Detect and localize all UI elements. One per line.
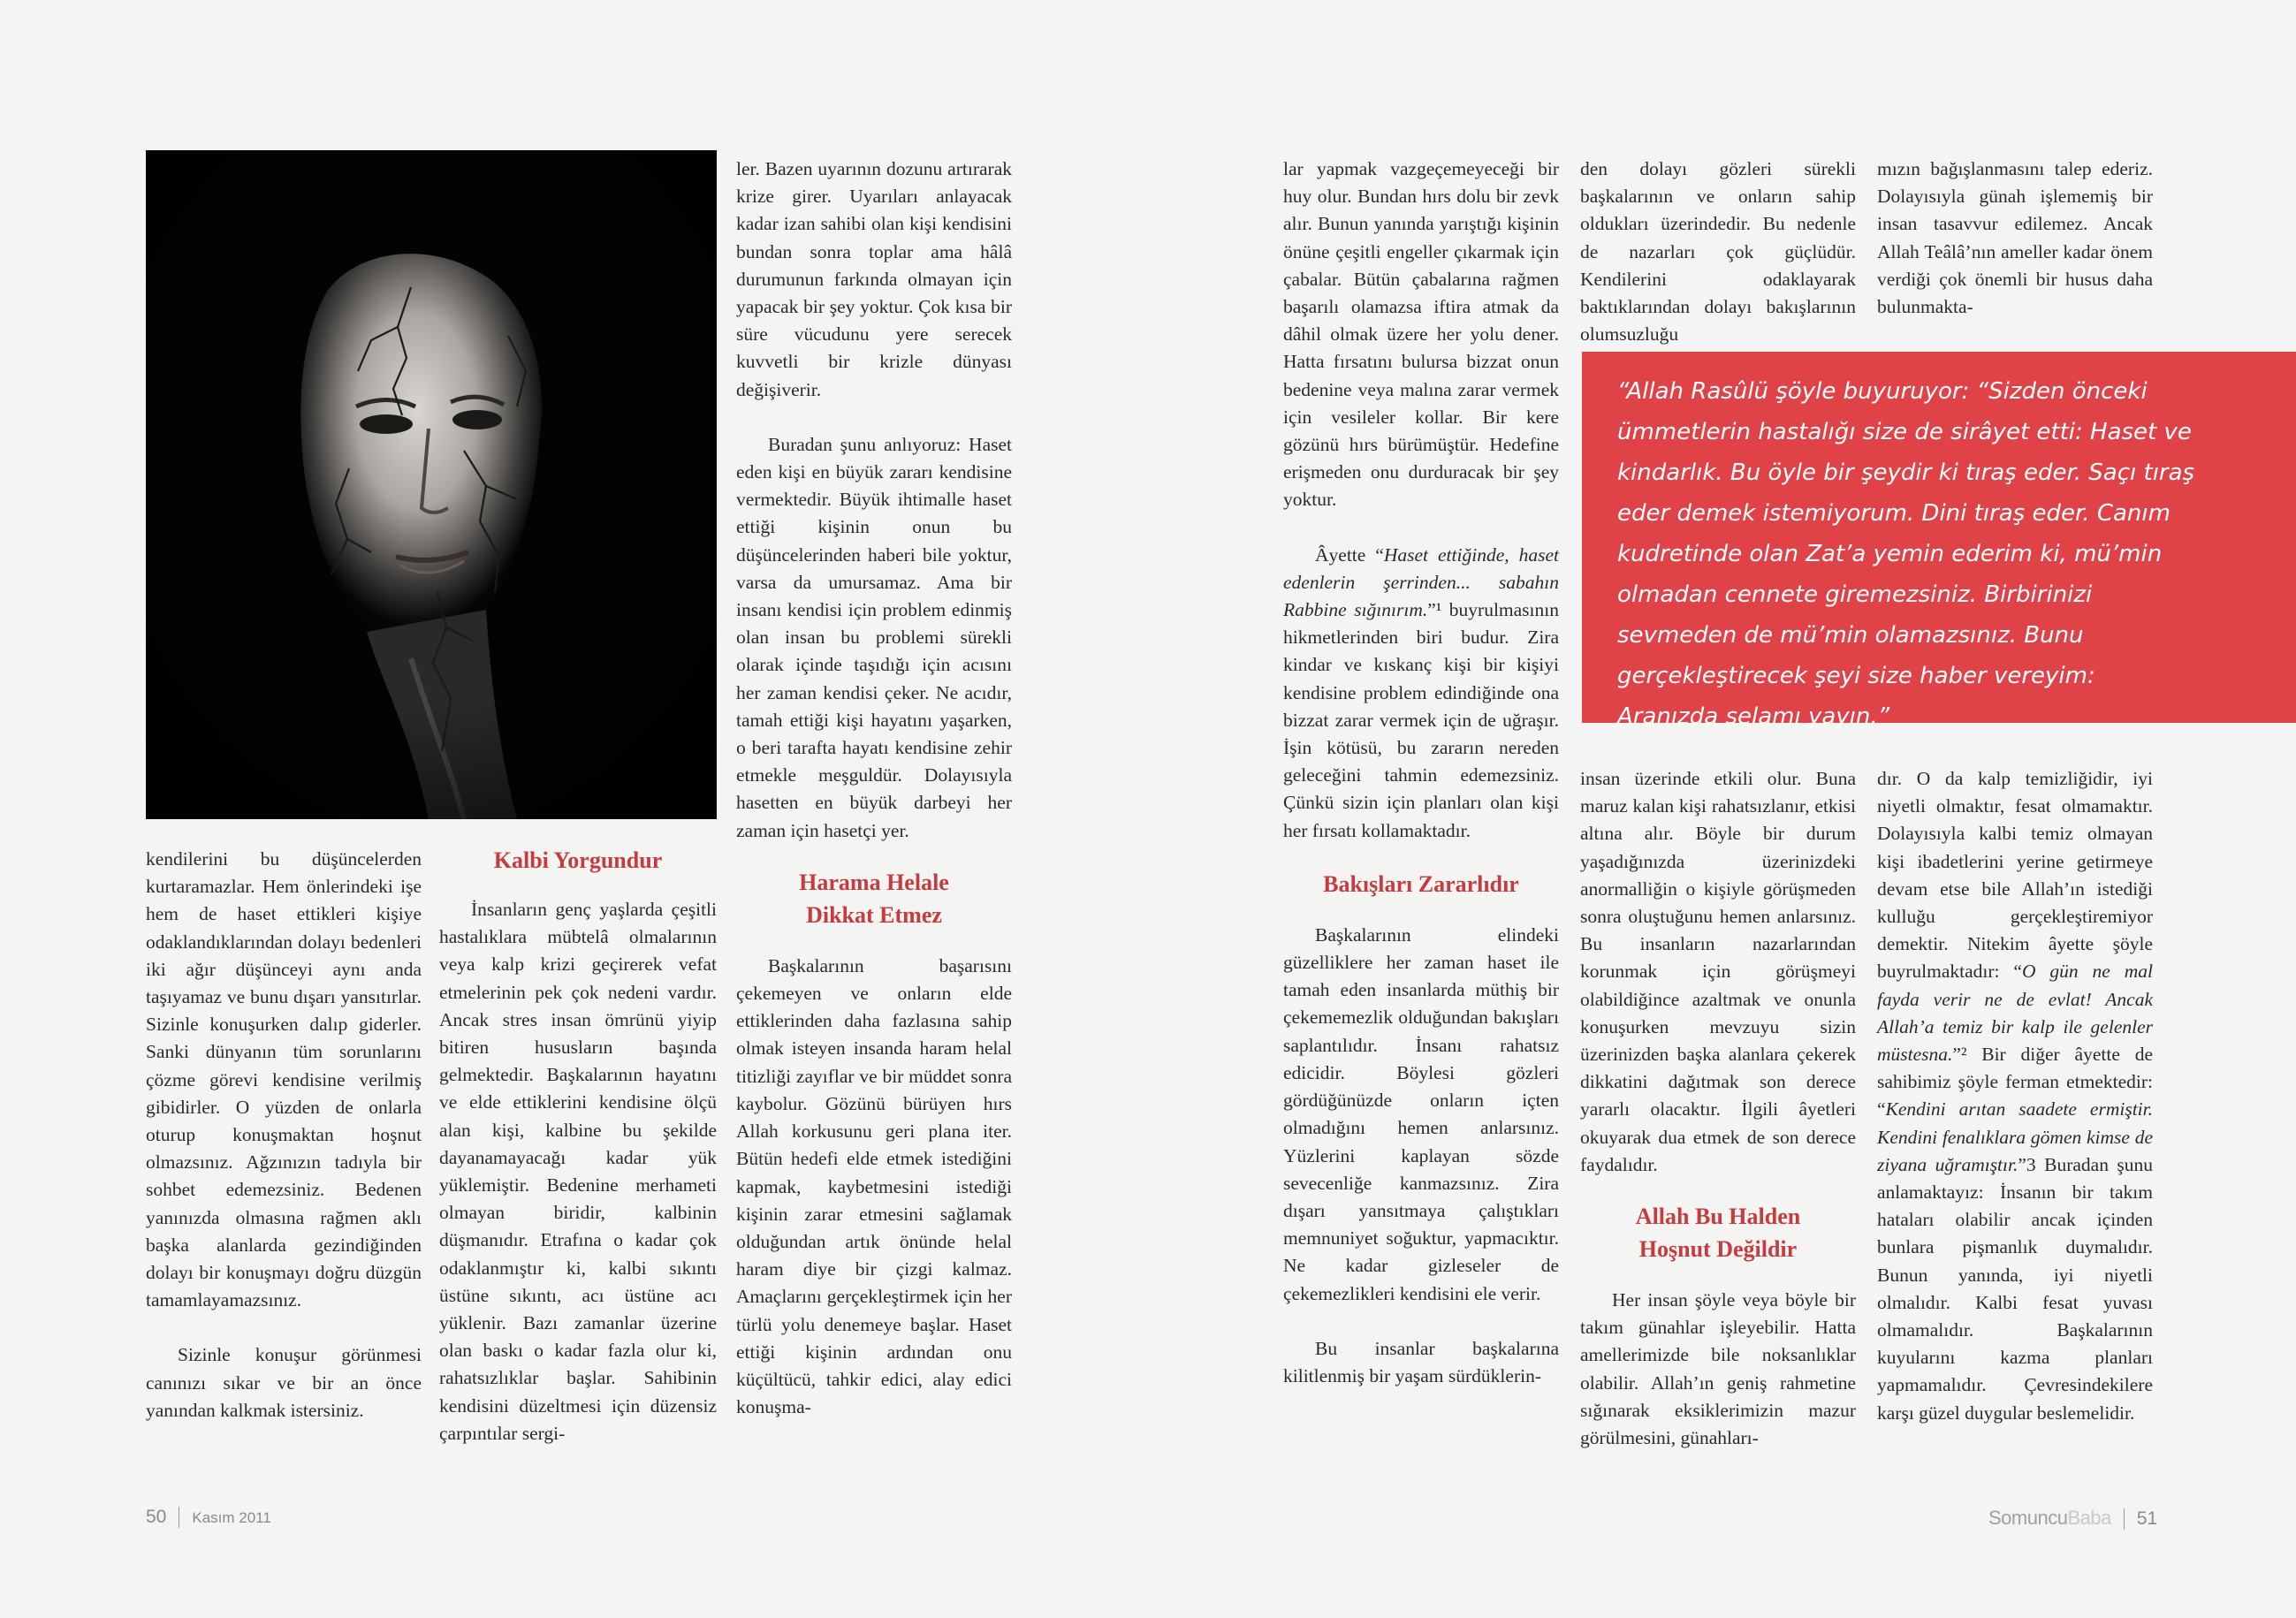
verse-quote: Kendini arıtan saadete ermiştir. Kendini fenalıklara gömen kimse de ziyana uğramıştır. [1877,1098,2153,1175]
paragraph: ler. Bazen uyarının dozunu artırarak krize girer. Uyarıları anlayacak kadar izan sahibi olan kişi kendisini bundan sonra toplar ama hâlâ durumunun farkında olmayan için yapacak bir şey yoktur. Çok kısa bir süre vücudunu yere serecek kuvvetli bir krizle dünyası değişiverir. [736,158,1012,400]
column-2 [439,844,717,1447]
page-number: 50 [146,1507,167,1527]
paragraph: insan üzerinde etkili olur. Buna maruz kalan kişi rahatsızlanır, etkisi altına alır. Böyle bir durum yaşadığınızda üzerinizdeki anormalliğin o kişiyle görüşmeden sonra oluştuğunu hemen anlarsınız. Bu insanların nazarlarından korunmak için görüşmeyi olabildiğince azaltmak ve onunla konuşurken mevzuyu sizin üzerinizden başka alanlara çekerek dikkatini dağıtmak son derece yararlı olacaktır. İlgili âyetleri okuyarak dua etmek de son derece faydalıdır. [1580,768,1856,1175]
column-1 [146,846,422,1424]
text-run: Buradan şunu anlamaktayız: İnsanın bir takım hataları olabilir ancak içinden bunlara pişmanlık duymalıdır. Bunun yanında, iyi niyetli olmalıdır. Kalbi fesat yuvası olmamalıdır. Başkalarının kuyularını kazma planları yapmamalıdır. Çevresindekilere karşı güzel duygular beslemelidir. [1877,1153,2153,1424]
issue-date: Kasım 2011 [192,1509,271,1526]
section-heading: Bakışları Zararlıdır [1323,870,1519,897]
footer-divider [2124,1508,2125,1530]
pull-quote-text: “Allah Rasûlü şöyle buyuruyor: “Sizden önceki ümmetlerin hastalığı size de sirâyet etti: Haset ve kindarlık. Bu öyle bir şeydir ki tıraş eder. Saçı tıraş eder demek istemiyorum. Dini tıraş eder. Canım kudretinde olan Zat’a yemin ederim ki, mü’min olmadan cennete giremezsiniz. Birbirinizi sevmeden de mü’min olamazsınız. Bunu gerçekleştirecek şeyi size haber vereyim: Aranızda selamı yayın.” [1617,378,2195,730]
heading-line: Hoşnut Değildir [1638,1236,1798,1263]
paragraph: Başkalarının elindeki güzelliklere her zaman haset ile tamah eden insanlarda müthiş bir çekememezlik olduğundan bakışları saplantılıdır. İnsanı rahatsız edicidir. Böylesi gözleri gördüğünüzde onların içten olmadığını hemen anlarsınız. Yüzlerini kaplayan sözde sevecenliğe kanmazsınız. Zira dışarı yansıtmaya çalıştıkları memnuniyet soğuktur, yapmacıktır. Ne kadar gizleseler de çekemezlikleri kendisini ele verir. [1283,923,1559,1304]
paragraph: lar yapmak vazgeçemeyeceği bir huy olur. Bundan hırs dolu bir zevk alır. Bunun yanında yarıştığı kişinin önüne çeşitli engeller çıkarmak için çabalar. Bütün çabalarına rağmen başarılı olamazsa iftira atmak da dâhil olmak üzere her yolu dener. Hatta fırsatını bulursa bizzat onun bedenine veya malına zarar vermek için vesileler kollar. Bir kere gözünü hırs bürümüştür. Hedefine erişmeden onu durduracak bir şey yoktur. [1283,158,1559,511]
paragraph: Sizinle konuşur görünmesi canınızı sıkar ve bir an önce yanından kalkmak istersiniz. [146,1344,422,1421]
footnote-ref: ”² [1952,1044,1967,1066]
page-number: 51 [2136,1508,2158,1529]
text-run: buyrulmasının hikmetlerinden biri budur. Zira kindar ve kıskanç kişi bir kişiyi kendisine problem edindiğinde ona bizzat zarar vermek için de uğraşır. İşin kötüsü, bu zararın nereden geleceğini tahmin edemezsiniz. Çünkü sizin için planları olan kişi her fırsatı kollamaktadır. [1283,599,1559,841]
logo-word: Somuncu [1988,1507,2068,1529]
portrait-photo [146,150,717,819]
verse-quote: O gün ne mal fayda verir ne de evlat! Ancak Allah’a temiz bir kalp ile gelenler müstesna. [1877,961,2153,1066]
paragraph: İnsanların genç yaşlarda çeşitli hastalıklara mübtelâ olmalarının veya kalp krizi geçirerek vefat etmelerinin pek çok nedeni vardır. Ancak stres insan ömrünü yiyip bitiren hususların başında gelmektedir. Başkalarının hayatını ve elde ettiklerini kendisine ölçü alan kişi, kalbine bu şekilde dayanamayacağı kadar yük yüklemiştir. Bedenine merhameti olmayan biridir, kalbinin düşmanıdır. Etrafına o kadar çok odaklanmıştır ki, kalbi sıkıntı üstüne sıkıntı, acı üstüne acı yüklenir. Bazı zamanlar üzerine olan baskı o kadar fazla olur ki, rahatsızlıklar başlar. Sahibinin kendisini düzeltmesi için düzensiz çarpıntılar sergi- [439,899,717,1444]
logo-word: Baba [2067,1507,2111,1529]
paragraph [1283,542,1559,845]
column-5-top [1580,156,1856,348]
text-run: dır. O da kalp temizliğidir, iyi niyetli olmaktır, fesat olmamaktır. Dolayısıyla kalbi temiz olmayan kişi ibadetlerini yerine getirmeye devam etse bile Allah’ın istediği kulluğu gerçekleştiremiyor demektir. Nitekim âyette şöyle buyrulmaktadır: “ [1877,768,2153,983]
paragraph: Bu insanlar başkalarına kilitlenmiş bir yaşam sürdüklerin- [1283,1337,1559,1386]
footnote-ref: ”3 [2018,1153,2036,1175]
section-heading [736,866,1012,931]
section-heading [1580,1200,1856,1265]
column-3 [736,156,1012,1421]
paragraph [1877,765,2153,1427]
column-4 [1283,156,1559,1390]
column-6-bottom [1877,765,2153,1427]
pull-quote-box [1582,352,2296,730]
footer-left [146,1507,271,1528]
text-run: Bir diğer âyette de sahibimiz şöyle ferman etmektedir: “ [1877,1044,2153,1120]
paragraph: Her insan şöyle veya böyle bir takım günahlar işleyebilir. Hatta amellerimizde bile noksanlıklar olabilir. Allah’ın geniş rahmetine sığınarak eksiklerimizin mazur görülmesini, günahları- [1580,1289,1856,1449]
column-6-top [1877,156,2153,321]
paragraph: kendilerini bu düşüncelerden kurtaramazlar. Hem önlerindeki işe hem de haset ettikleri kişiye odaklandıklarından dolayı bedenleri iki ağır düşünceyi aynı anda taşıyamaz ve bunu dışarı yansıtırlar. Sizinle konuşurken dalıp giderler. Sanki dünyanın tüm sorunlarını çözme görevi kendisine verilmiş gibidirler. O yüzden de onlarla oturup konuşmaktan hoşnut olmazsınız. Ağzınızın tadıyla bir sohbet edemezsiniz. Bedenen yanınızda olmasına rağmen aklı başka alanlarda gezindiğinden dolayı bir konuşmayı doğru düzgün tamamlayamazsınız. [146,848,422,1311]
text-run: Âyette “ [1315,543,1384,566]
footnote-ref: ”¹ [1427,599,1442,621]
magazine-logo [1988,1507,2111,1529]
cracked-face-illustration [146,150,717,819]
column-5-bottom [1580,765,1856,1452]
section-heading: Kalbi Yorgundur [493,847,663,873]
footer-right [1988,1507,2157,1530]
paragraph: Buradan şunu anlıyoruz: Haset eden kişi en büyük zararı kendisine vermektedir. Büyük ihtimalle haset ettiği kişinin onun bu düşüncelerinden haberi bile yoktur, varsa da umursamaz. Ama bir insanı kendisi için problem edinmiş olan insan bu problemi sürekli olarak içinde taşıdığı için acısını her zaman kendisi çeker. Ne acıdır, tamah ettiği kişi hayatını yaşarken, o beri tarafta hayatı kendisine zehir etmekle meşguldür. Dolayısıyla hasetten en büyük darbeyi her zaman için hasetçi yer. [736,433,1012,841]
heading-line: Harama Helale [799,869,949,895]
paragraph: den dolayı gözleri sürekli başkalarının ve onların sahip oldukları üzerindedir. Bu nedenle de nazarları çok güçlüdür. Kendilerini odaklayarak baktıklarından dolayı bakışlarının olumsuzluğu [1580,158,1856,346]
heading-line: Allah Bu Halden [1635,1204,1801,1230]
paragraph: Başkalarının başarısını çekemeyen ve onların elde ettiklerinden daha fazlasına sahip olmak isteyen insanda haram helal titizliği zayıflar ve bir müddet sonra kaybolur. Gözünü bürüyen hırs Allah korkusunu geri plana iter. Bütün hedefi elde etmek istediğini kapmak, kaybetmesini istediği kişinin zarar etmesini sağlamak olduğundan artık önünde helal haram diye bir çizgi kalmaz. Amaçlarını gerçekleştirmek için her türlü yolu denemeye başlar. Haset ettiği kişinin ardından onu küçültücü, tahkir edici, alay edici konuşma- [736,954,1012,1418]
paragraph: mızın bağışlanmasını talep ederiz. Dolayısıyla günah işlememiş bir insan tasavvur edilemez. Ancak Allah Teâlâ’nın ameller kadar önem verdiği çok önemli bir husus daha bulunmakta- [1877,158,2153,318]
heading-line: Dikkat Etmez [806,901,942,928]
verse-quote: Haset ettiğinde, haset edenlerin şerrinden... sabahın Rabbine sığınırım. [1283,543,1559,621]
